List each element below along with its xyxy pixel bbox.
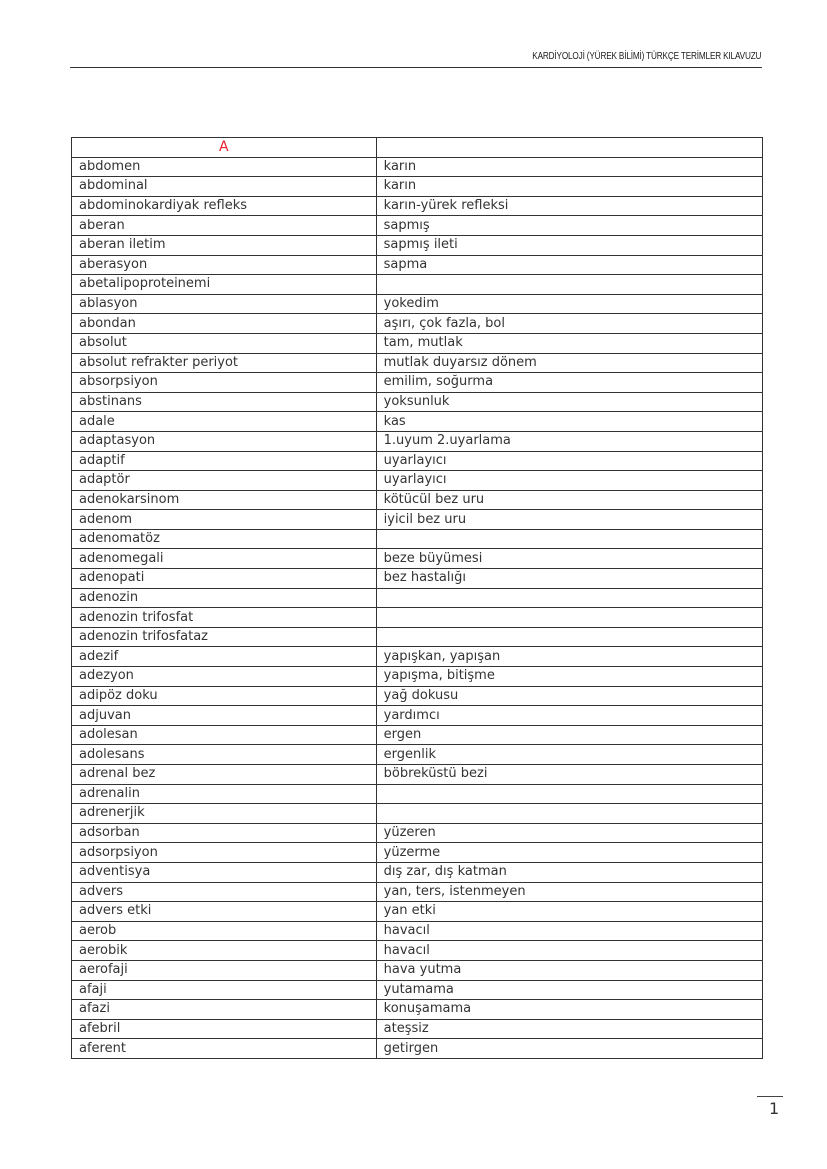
term-cell: absolut refrakter periyot — [72, 353, 377, 373]
table-row — [72, 784, 763, 804]
term-cell: adsorban — [72, 823, 377, 843]
term-cell: adventisya — [72, 862, 377, 882]
term-cell: adenokarsinom — [72, 490, 377, 510]
glossary-body — [72, 138, 763, 1059]
table-row — [72, 431, 763, 451]
term-cell: adale — [72, 412, 377, 432]
running-header-title: KARDİYOLOJİ (YÜREK BİLİMİ) TÜRKÇE TERİMLER KILAVUZU — [531, 51, 761, 62]
definition-cell: kötücül bez uru — [376, 490, 762, 510]
table-row — [72, 529, 763, 549]
term-cell: adezif — [72, 647, 377, 667]
term-cell: adrenerjik — [72, 804, 377, 824]
definition-cell — [376, 804, 762, 824]
definition-cell: sapma — [376, 255, 762, 275]
term-cell: adipöz doku — [72, 686, 377, 706]
term-cell: adenozin trifosfataz — [72, 627, 377, 647]
definition-cell: yağ dokusu — [376, 686, 762, 706]
definition-cell: karın — [376, 157, 762, 177]
definition-cell — [376, 275, 762, 295]
term-cell: adenomegali — [72, 549, 377, 569]
table-row — [72, 490, 763, 510]
term-cell: afazi — [72, 1000, 377, 1020]
definition-cell: yapışkan, yapışan — [376, 647, 762, 667]
table-row — [72, 373, 763, 393]
table-row — [72, 216, 763, 236]
table-row — [72, 1039, 763, 1059]
table-row — [72, 157, 763, 177]
term-cell: adjuvan — [72, 706, 377, 726]
table-row — [72, 941, 763, 961]
letter-heading-row — [72, 138, 763, 158]
table-row — [72, 569, 763, 589]
definition-cell: kas — [376, 412, 762, 432]
table-row — [72, 725, 763, 745]
definition-cell: ergenlik — [376, 745, 762, 765]
term-cell: abdominal — [72, 177, 377, 197]
term-cell: ablasyon — [72, 294, 377, 314]
page-number: 1 — [769, 1099, 780, 1118]
definition-cell: havacıl — [376, 941, 762, 961]
definition-cell: yutamama — [376, 980, 762, 1000]
term-cell: advers — [72, 882, 377, 902]
definition-cell: aşırı, çok fazla, bol — [376, 314, 762, 334]
definition-cell: karın-yürek refleksi — [376, 196, 762, 216]
table-row — [72, 745, 763, 765]
term-cell: absolut — [72, 333, 377, 353]
letter-heading: A — [72, 138, 377, 158]
definition-cell: uyarlayıcı — [376, 451, 762, 471]
term-cell: aberasyon — [72, 255, 377, 275]
definition-cell: emilim, soğurma — [376, 373, 762, 393]
definition-cell: mutlak duyarsız dönem — [376, 353, 762, 373]
glossary-table — [71, 137, 763, 1059]
definition-cell: karın — [376, 177, 762, 197]
definition-cell: havacıl — [376, 921, 762, 941]
term-cell: afebril — [72, 1019, 377, 1039]
term-cell: aberan — [72, 216, 377, 236]
table-row — [72, 627, 763, 647]
table-row — [72, 275, 763, 295]
term-cell: absorpsiyon — [72, 373, 377, 393]
definition-cell: sapmış ileti — [376, 235, 762, 255]
term-cell: aerob — [72, 921, 377, 941]
term-cell: adaptasyon — [72, 431, 377, 451]
table-row — [72, 706, 763, 726]
definition-cell: 1.uyum 2.uyarlama — [376, 431, 762, 451]
footer-divider — [757, 1096, 783, 1097]
table-row — [72, 177, 763, 197]
term-cell: advers etki — [72, 902, 377, 922]
term-cell: aberan iletim — [72, 235, 377, 255]
term-cell: abetalipoproteinemi — [72, 275, 377, 295]
table-row — [72, 294, 763, 314]
term-cell: abdominokardiyak refleks — [72, 196, 377, 216]
definition-cell: uyarlayıcı — [376, 471, 762, 491]
definition-cell: yüzerme — [376, 843, 762, 863]
term-cell: adrenalin — [72, 784, 377, 804]
table-row — [72, 686, 763, 706]
table-row — [72, 451, 763, 471]
term-cell: afaji — [72, 980, 377, 1000]
table-row — [72, 196, 763, 216]
definition-cell: böbreküstü bezi — [376, 765, 762, 785]
header-divider — [70, 67, 762, 68]
definition-cell — [376, 627, 762, 647]
definition-cell: konuşamama — [376, 1000, 762, 1020]
table-row — [72, 862, 763, 882]
term-cell: abondan — [72, 314, 377, 334]
definition-cell: yüzeren — [376, 823, 762, 843]
term-cell: adaptör — [72, 471, 377, 491]
definition-cell: tam, mutlak — [376, 333, 762, 353]
table-row — [72, 314, 763, 334]
table-row — [72, 921, 763, 941]
term-cell: abdomen — [72, 157, 377, 177]
definition-cell: yan, ters, istenmeyen — [376, 882, 762, 902]
definition-cell: beze büyümesi — [376, 549, 762, 569]
term-cell: abstinans — [72, 392, 377, 412]
table-row — [72, 255, 763, 275]
table-row — [72, 549, 763, 569]
term-cell: adezyon — [72, 667, 377, 687]
letter-heading-empty-cell — [376, 138, 762, 158]
definition-cell — [376, 784, 762, 804]
definition-cell: yapışma, bitişme — [376, 667, 762, 687]
table-row — [72, 804, 763, 824]
definition-cell: yokedim — [376, 294, 762, 314]
term-cell: adrenal bez — [72, 765, 377, 785]
term-cell: adenom — [72, 510, 377, 530]
term-cell: adolesans — [72, 745, 377, 765]
table-row — [72, 412, 763, 432]
term-cell: adolesan — [72, 725, 377, 745]
table-row — [72, 843, 763, 863]
term-cell: adaptif — [72, 451, 377, 471]
term-cell: adenomatöz — [72, 529, 377, 549]
table-row — [72, 765, 763, 785]
definition-cell: ergen — [376, 725, 762, 745]
term-cell: adenopati — [72, 569, 377, 589]
table-row — [72, 353, 763, 373]
table-row — [72, 588, 763, 608]
definition-cell: getirgen — [376, 1039, 762, 1059]
definition-cell: yardımcı — [376, 706, 762, 726]
table-row — [72, 882, 763, 902]
definition-cell: hava yutma — [376, 960, 762, 980]
table-row — [72, 647, 763, 667]
table-row — [72, 823, 763, 843]
term-cell: adsorpsiyon — [72, 843, 377, 863]
definition-cell: yoksunluk — [376, 392, 762, 412]
table-row — [72, 1019, 763, 1039]
definition-cell — [376, 608, 762, 628]
definition-cell: sapmış — [376, 216, 762, 236]
term-cell: aferent — [72, 1039, 377, 1059]
definition-cell: iyicil bez uru — [376, 510, 762, 530]
definition-cell — [376, 588, 762, 608]
table-row — [72, 667, 763, 687]
table-row — [72, 960, 763, 980]
table-row — [72, 392, 763, 412]
term-cell: adenozin trifosfat — [72, 608, 377, 628]
table-row — [72, 510, 763, 530]
term-cell: aerofaji — [72, 960, 377, 980]
table-row — [72, 1000, 763, 1020]
term-cell: aerobik — [72, 941, 377, 961]
table-row — [72, 980, 763, 1000]
table-row — [72, 333, 763, 353]
table-row — [72, 471, 763, 491]
table-row — [72, 235, 763, 255]
definition-cell: ateşsiz — [376, 1019, 762, 1039]
definition-cell — [376, 529, 762, 549]
definition-cell: bez hastalığı — [376, 569, 762, 589]
definition-cell: yan etki — [376, 902, 762, 922]
term-cell: adenozin — [72, 588, 377, 608]
table-row — [72, 608, 763, 628]
definition-cell: dış zar, dış katman — [376, 862, 762, 882]
table-row — [72, 902, 763, 922]
